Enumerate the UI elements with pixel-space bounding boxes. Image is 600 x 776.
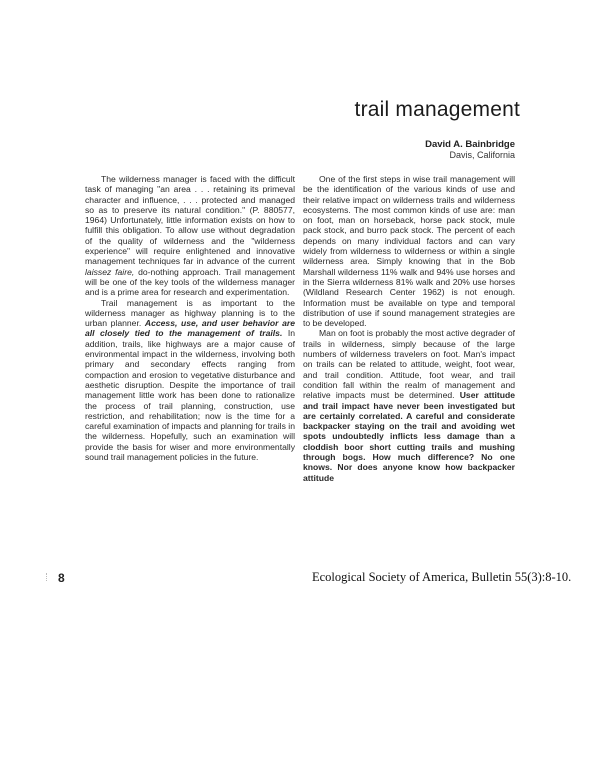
article-title: trail management: [354, 98, 520, 121]
author-affiliation: Davis, California: [449, 150, 515, 160]
left-p2-end: In addition, trails, like highways are a major cause of environmental impact in the wilderness, involving both primary and secondary effects ranging from compaction and erosion to vegetative disturbance and aesthetic disruption. Despite the importance of trail management little work has been done to rationalize the process of trail planning, construction, use restriction, and rehabilitation; now is the time for a careful examination of impacts and planning for trails in the wilderness. Hopefully, such an examination will provide the basis for wiser and more environmentally sound trail management policies in the future.: [85, 328, 295, 463]
right-p2-bold: User attitude and trail impact have never been investigated but are certainly correlated. A careful and considerate backpacker staying on the trail and avoiding wet spots undoubtedly inflicts less damage than a cloddish boor short cutting trails and mushing through bogs. How much difference? No one knows. Nor does anyone know how backpacker attitude: [303, 390, 516, 483]
right-column: [303, 174, 515, 483]
left-column: [85, 174, 295, 462]
left-paragraph-1: [85, 174, 295, 298]
right-paragraph-2: [303, 328, 515, 482]
page-number: 8: [58, 571, 65, 585]
citation: Ecological Society of America, Bulletin 55(3):8-10.: [312, 570, 572, 584]
right-p2-start: Man on foot is probably the most active degrader of trails in wilderness, simply because of the large numbers of wilderness travelers on foot. Man's impact on trails can be related to attitude, weight, foot wear, and trail condition. Attitude, foot wear, and trail condition fall within the realm of management and relative impacts must be determined.: [303, 328, 515, 401]
left-p1-text: The wilderness manager is faced with the difficult task of managing "an area . . . retaining its primeval character and influence, . . . protected and managed so as to preserve its natural condition." (P. 880577, 1964) Unfortunately, little information exists on how to fulfill this obligation. To allow use without degradation of the quality of wilderness and the "wilderness experience" will require enlightened and innovative management techniques far in advance of the current: [85, 174, 295, 267]
left-paragraph-2: [85, 298, 295, 463]
right-paragraph-1: One of the first steps in wise trail management will be the identification of the various kinds of use and their relative impact on wilderness trails and wilderness ecosystems. The most common kinds of use are: man on foot, man on horseback, horse pack stock, mule pack stock, and burro pack stock. The percent of each depends on many individual factors and can vary widely from wilderness to wilderness or within a single wilderness area. Simply knowing that in the Bob Marshall wilderness 11% walk and 94% use horses and in the Sierra wilderness 81% walk and 20% use horses (Wildland Research Center 1962) is not enough. Information must be available on type and temporal distribution of use if sound management strategies are to be developed.: [303, 174, 515, 329]
page-margin-mark: [46, 573, 55, 581]
left-p2-start: Trail management is as important to the wilderness manager as highway planning is to the urban planner.: [85, 297, 295, 329]
left-p1-italic: laissez faire,: [85, 266, 135, 277]
author-name: David A. Bainbridge: [425, 139, 515, 150]
left-p1-end: do-nothing approach. Trail management will be one of the key tools of the wilderness manager and is a prime area for research and experimentation.: [85, 266, 295, 298]
left-p2-emphasis: Access, use, and user behavior are all closely tied to the management of trails.: [85, 318, 295, 339]
